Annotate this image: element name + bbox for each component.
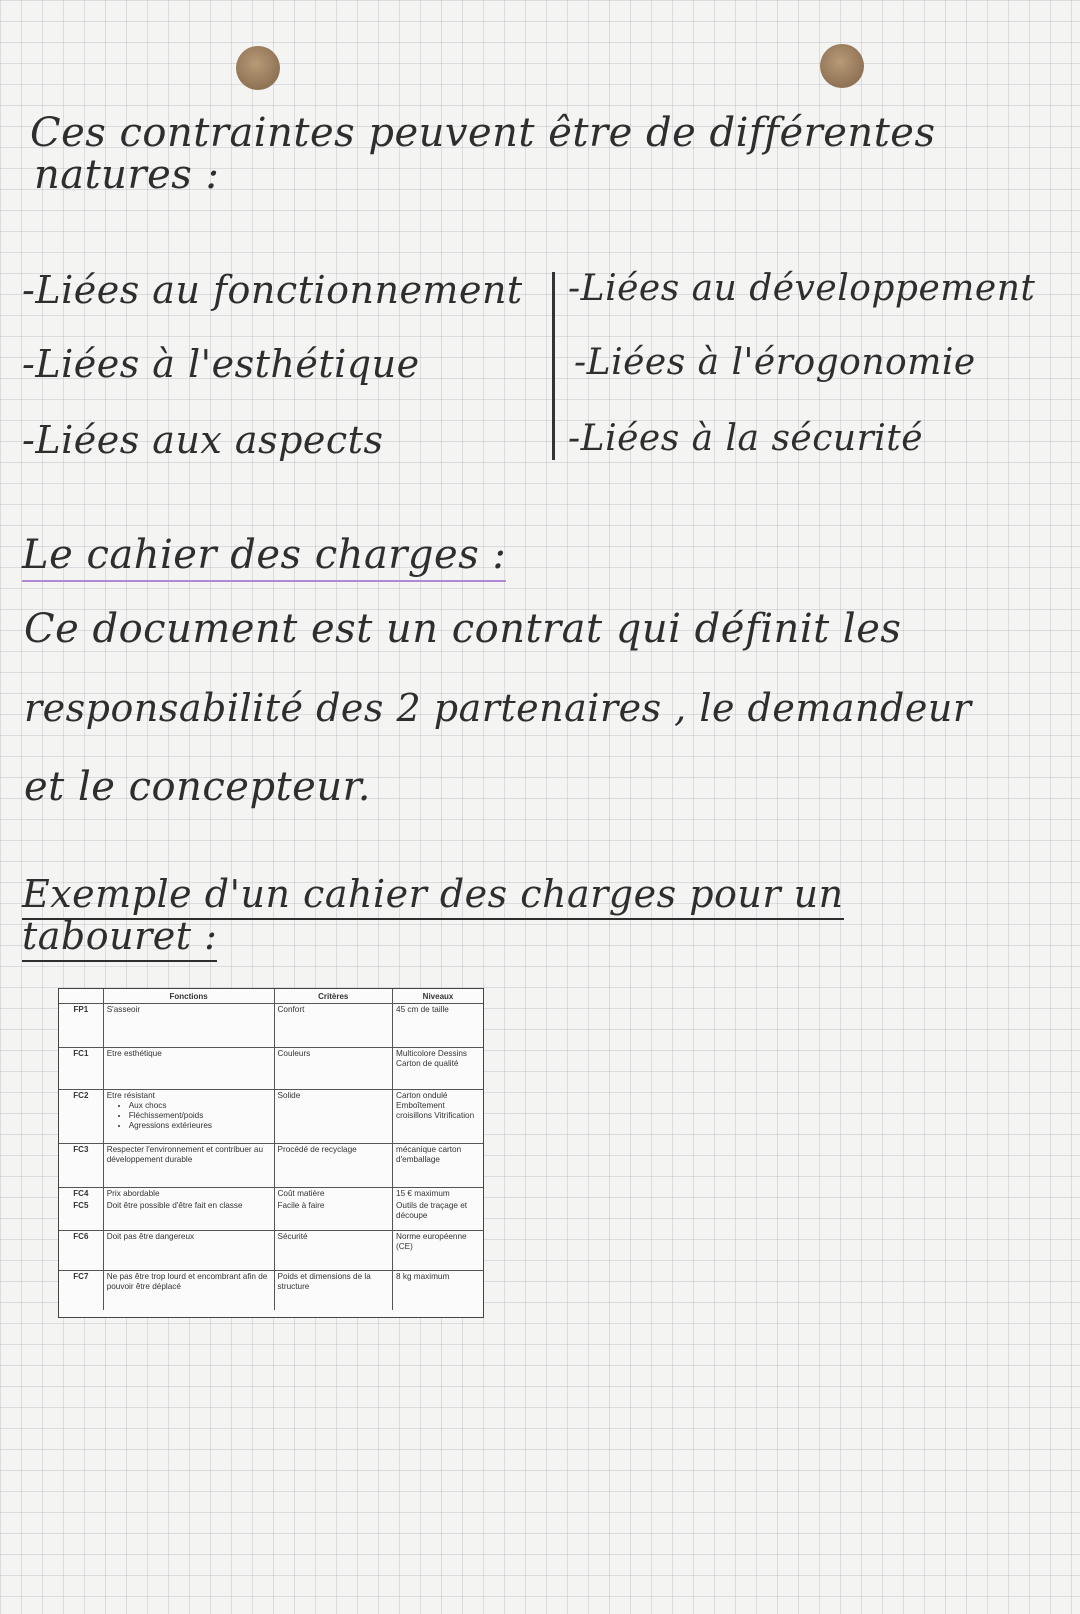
- table-row: [59, 1188, 483, 1201]
- constraint-left-2: -Liées à l'esthétique: [22, 342, 420, 386]
- row-id: FC2: [59, 1090, 103, 1144]
- row-fonction: [103, 1090, 274, 1144]
- row-niveau: mécanique carton d'emballage: [393, 1144, 483, 1188]
- exemple-line-1-text: Exemple d'un cahier des charges pour un: [22, 872, 844, 920]
- table-row: [59, 1270, 483, 1310]
- exemple-line-1: [22, 872, 844, 916]
- row-critere: Couleurs: [274, 1048, 393, 1090]
- row-niveau: Carton ondulé Emboîtement croisillons Vitrification: [393, 1090, 483, 1144]
- constraint-right-2: -Liées à l'érogonomie: [574, 342, 976, 383]
- list-item: • Agressions extérieures: [129, 1121, 271, 1131]
- row-fonction: Doit être possible d'être fait en classe: [103, 1200, 274, 1230]
- row-fonction-bullets: [107, 1101, 271, 1131]
- header-criteres: Critères: [274, 989, 393, 1004]
- row-critere: Coût matière: [274, 1188, 393, 1201]
- row-id: FC7: [59, 1270, 103, 1310]
- cahier-heading: [22, 532, 506, 578]
- spec-table: [59, 989, 483, 1310]
- row-fonction: Prix abordable: [103, 1188, 274, 1201]
- row-niveau: Multicolore Dessins Carton de qualité: [393, 1048, 483, 1090]
- list-item: • Aux chocs: [129, 1101, 271, 1111]
- constraint-left-1: -Liées au fonctionnement: [22, 268, 523, 312]
- constraint-right-1: -Liées au développement: [568, 268, 1036, 309]
- table-row: [59, 1090, 483, 1144]
- binder-hole-right: [820, 44, 864, 88]
- row-critere: Facile à faire: [274, 1200, 393, 1230]
- exemple-line-2: [22, 914, 217, 958]
- table-row: [59, 1200, 483, 1230]
- row-id: FC3: [59, 1144, 103, 1188]
- row-critere: Procédé de recyclage: [274, 1144, 393, 1188]
- binder-hole-left: [236, 46, 280, 90]
- row-fonction: Ne pas être trop lourd et encombrant afin de pouvoir être déplacé: [103, 1270, 274, 1310]
- row-fonction: S'asseoir: [103, 1004, 274, 1048]
- row-id: FC1: [59, 1048, 103, 1090]
- row-fonction: Doit pas être dangereux: [103, 1230, 274, 1270]
- row-niveau: Norme européenne (CE): [393, 1230, 483, 1270]
- table-header-row: [59, 989, 483, 1004]
- cahier-line-3: et le concepteur.: [24, 764, 372, 810]
- row-id: FC4: [59, 1188, 103, 1201]
- cahier-des-charges-table: [58, 988, 484, 1318]
- row-critere: Solide: [274, 1090, 393, 1144]
- exemple-line-2-text: tabouret :: [22, 914, 217, 962]
- intro-line-1: Ces contraintes peuvent être de différentes: [30, 110, 936, 156]
- row-fonction: Etre esthétique: [103, 1048, 274, 1090]
- header-fonctions: Fonctions: [103, 989, 274, 1004]
- row-id: FC5: [59, 1200, 103, 1230]
- table-row: [59, 1230, 483, 1270]
- list-item: • Fléchissement/poids: [129, 1111, 271, 1121]
- row-niveau: Outils de traçage et découpe: [396, 1201, 468, 1220]
- row-niveau: 15 € maximum: [393, 1188, 483, 1201]
- row-id: FP1: [59, 1004, 103, 1048]
- cahier-heading-text: Le cahier des charges :: [22, 532, 506, 582]
- header-id: [59, 989, 103, 1004]
- row-fonction: Respecter l'environnement et contribuer au développement durable: [103, 1144, 274, 1188]
- intro-line-2: natures :: [34, 152, 220, 198]
- row-critere: Poids et dimensions de la structure: [274, 1270, 393, 1310]
- row-fonction-text: Etre résistant: [106, 1091, 155, 1100]
- row-id: FC6: [59, 1230, 103, 1270]
- table-row: [59, 1048, 483, 1090]
- constraint-right-3: -Liées à la sécurité: [568, 418, 924, 459]
- cahier-line-2: responsabilité des 2 partenaires , le demandeur: [24, 686, 972, 730]
- constraint-left-3: -Liées aux aspects: [22, 418, 384, 462]
- row-niveau: 45 cm de taille: [396, 1005, 449, 1014]
- cahier-line-1: Ce document est un contrat qui définit les: [24, 606, 902, 652]
- row-niveau: 8 kg maximum: [393, 1270, 483, 1310]
- table-row: [59, 1144, 483, 1188]
- row-critere: Confort: [274, 1004, 393, 1048]
- header-niveaux: Niveaux: [393, 989, 483, 1004]
- column-divider: [552, 272, 555, 460]
- row-critere: Sécurité: [274, 1230, 393, 1270]
- table-row: [59, 1004, 483, 1048]
